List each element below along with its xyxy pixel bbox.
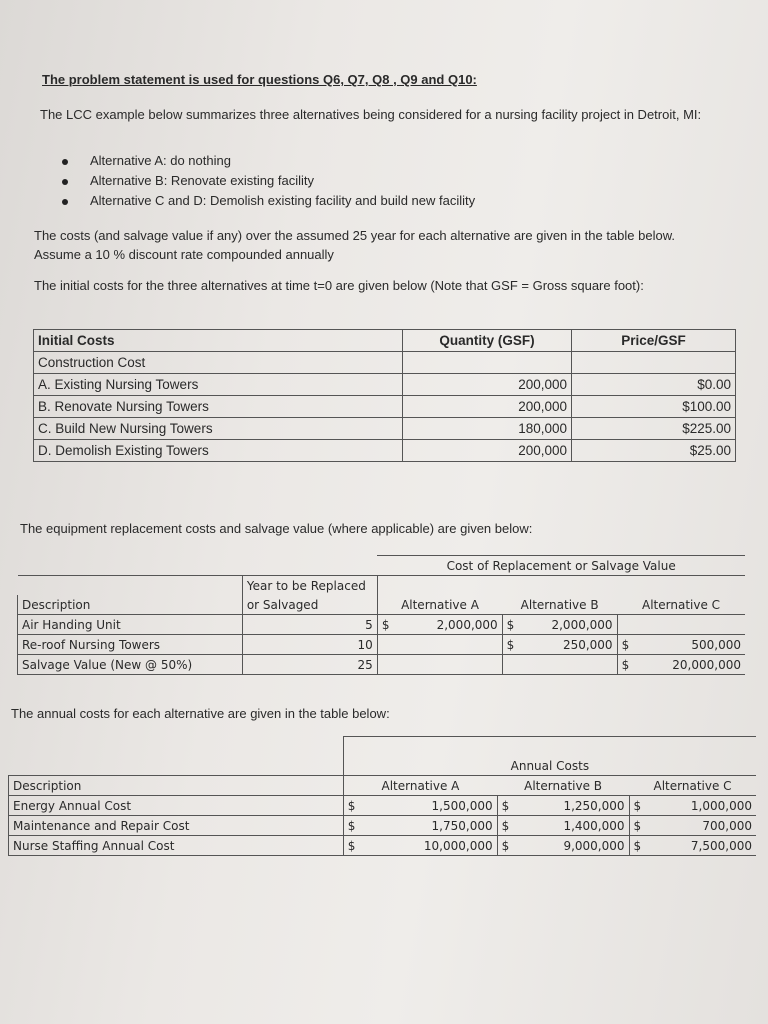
table-cell <box>502 655 522 675</box>
table-header-cell: Alternative B <box>502 595 617 615</box>
table-cell: 500,000 <box>637 635 745 655</box>
table-cell: 10 <box>242 635 377 655</box>
table-cell: 10,000,000 <box>365 836 497 856</box>
table-cell: $ <box>629 836 649 856</box>
table-header-cell: Alternative B <box>497 776 629 796</box>
table-cell: 200,000 <box>403 440 572 462</box>
table-cell: $25.00 <box>572 440 736 462</box>
table-cell: A. Existing Nursing Towers <box>34 374 403 396</box>
annual-costs-table <box>8 736 756 856</box>
table-group-header-row <box>18 556 746 576</box>
table-cell: $ <box>497 796 517 816</box>
table-cell: Construction Cost <box>34 352 403 374</box>
table-row <box>18 655 746 675</box>
table-cell: 20,000,000 <box>637 655 745 675</box>
list-item: Alternative C and D: Demolish existing facility and build new facility <box>62 191 475 211</box>
bullet-icon <box>62 179 68 185</box>
table-header-cell: Alternative C <box>617 595 745 615</box>
table-cell: $ <box>502 635 522 655</box>
table-cell: Nurse Staffing Annual Cost <box>9 836 344 856</box>
table-row <box>34 418 736 440</box>
table-row <box>18 635 746 655</box>
table-cell: 25 <box>242 655 377 675</box>
table-cell <box>397 635 502 655</box>
table-group-header-row <box>9 756 757 776</box>
table-cell: $0.00 <box>572 374 736 396</box>
table-cell: Salvage Value (New @ 50%) <box>18 655 243 675</box>
table-row <box>9 836 757 856</box>
bullet-icon <box>62 159 68 165</box>
table-cell: 1,250,000 <box>517 796 629 816</box>
intro-paragraph: The LCC example below summarizes three alternatives being considered for a nursing facility project in Detroit, MI: <box>40 107 702 122</box>
table-cell: $100.00 <box>572 396 736 418</box>
table-header-row <box>18 576 746 596</box>
problem-heading: The problem statement is used for questions Q6, Q7, Q8 , Q9 and Q10: <box>42 72 477 87</box>
table-cell: B. Renovate Nursing Towers <box>34 396 403 418</box>
list-item: Alternative A: do nothing <box>62 151 475 171</box>
table-row <box>34 374 736 396</box>
table-cell: 1,000,000 <box>649 796 756 816</box>
table-cell: $ <box>617 655 637 675</box>
table-row <box>18 615 746 635</box>
table-row <box>9 796 757 816</box>
table-cell: 1,500,000 <box>365 796 497 816</box>
initial-costs-paragraph: The initial costs for the three alternatives at time t=0 are given below (Note that GSF = Gross square foot): <box>34 278 644 293</box>
table-cell: 200,000 <box>403 396 572 418</box>
table-cell: Energy Annual Cost <box>9 796 344 816</box>
table-header-row <box>34 330 736 352</box>
table-cell: 2,000,000 <box>397 615 502 635</box>
bullet-icon <box>62 199 68 205</box>
table-cell: D. Demolish Existing Towers <box>34 440 403 462</box>
table-cell: $ <box>343 796 365 816</box>
table-cell <box>377 655 397 675</box>
table-row <box>34 352 736 374</box>
table-cell: 7,500,000 <box>649 836 756 856</box>
table-cell: C. Build New Nursing Towers <box>34 418 403 440</box>
table-header-cell: Alternative A <box>343 776 497 796</box>
table-cell: $ <box>629 816 649 836</box>
table-cell: $ <box>343 836 365 856</box>
table-cell <box>397 655 502 675</box>
table-header-row <box>9 776 757 796</box>
table-cell <box>377 635 397 655</box>
table-header-cell: Alternative A <box>377 595 502 615</box>
table-cell: 9,000,000 <box>517 836 629 856</box>
table-header-cell: or Salvaged <box>242 595 377 615</box>
equipment-paragraph: The equipment replacement costs and salvage value (where applicable) are given below: <box>20 521 533 536</box>
table-cell: $ <box>617 635 637 655</box>
table-cell: $ <box>497 836 517 856</box>
table-header-cell: Cost of Replacement or Salvage Value <box>377 556 745 576</box>
table-cell: Re-roof Nursing Towers <box>18 635 243 655</box>
table-cell: $ <box>502 615 522 635</box>
table-header-cell: Description <box>18 595 243 615</box>
table-cell: Air Handing Unit <box>18 615 243 635</box>
table-cell: 1,400,000 <box>517 816 629 836</box>
initial-costs-table <box>33 329 736 462</box>
table-cell <box>637 615 745 635</box>
alternatives-list <box>62 151 475 211</box>
table-header-cell: Description <box>9 776 344 796</box>
table-cell: 250,000 <box>522 635 617 655</box>
equipment-table <box>17 555 745 675</box>
table-header-cell: Initial Costs <box>34 330 403 352</box>
table-group-header-row <box>9 737 757 757</box>
table-cell: 5 <box>242 615 377 635</box>
table-cell: Maintenance and Repair Cost <box>9 816 344 836</box>
table-cell: $225.00 <box>572 418 736 440</box>
list-item: Alternative B: Renovate existing facility <box>62 171 475 191</box>
table-cell: $ <box>497 816 517 836</box>
table-header-cell: Alternative C <box>629 776 756 796</box>
table-row <box>34 396 736 418</box>
table-cell: 180,000 <box>403 418 572 440</box>
table-cell: $ <box>377 615 397 635</box>
table-cell: $ <box>343 816 365 836</box>
costs-paragraph: The costs (and salvage value if any) over the assumed 25 year for each alternative are given in the table below. Assume a 10 % discount rate compounded annually <box>34 228 675 262</box>
annual-paragraph: The annual costs for each alternative are given in the table below: <box>11 706 390 721</box>
table-cell: 200,000 <box>403 374 572 396</box>
table-row <box>9 816 757 836</box>
table-header-row <box>18 595 746 615</box>
table-header-cell: Year to be Replaced <box>242 576 377 596</box>
table-header-cell: Price/GSF <box>572 330 736 352</box>
table-cell: 1,750,000 <box>365 816 497 836</box>
table-row <box>34 440 736 462</box>
table-cell: 2,000,000 <box>522 615 617 635</box>
table-cell <box>522 655 617 675</box>
table-header-cell: Annual Costs <box>343 756 756 776</box>
table-header-cell: Quantity (GSF) <box>403 330 572 352</box>
table-cell: 700,000 <box>649 816 756 836</box>
table-cell <box>617 615 637 635</box>
table-cell: $ <box>629 796 649 816</box>
